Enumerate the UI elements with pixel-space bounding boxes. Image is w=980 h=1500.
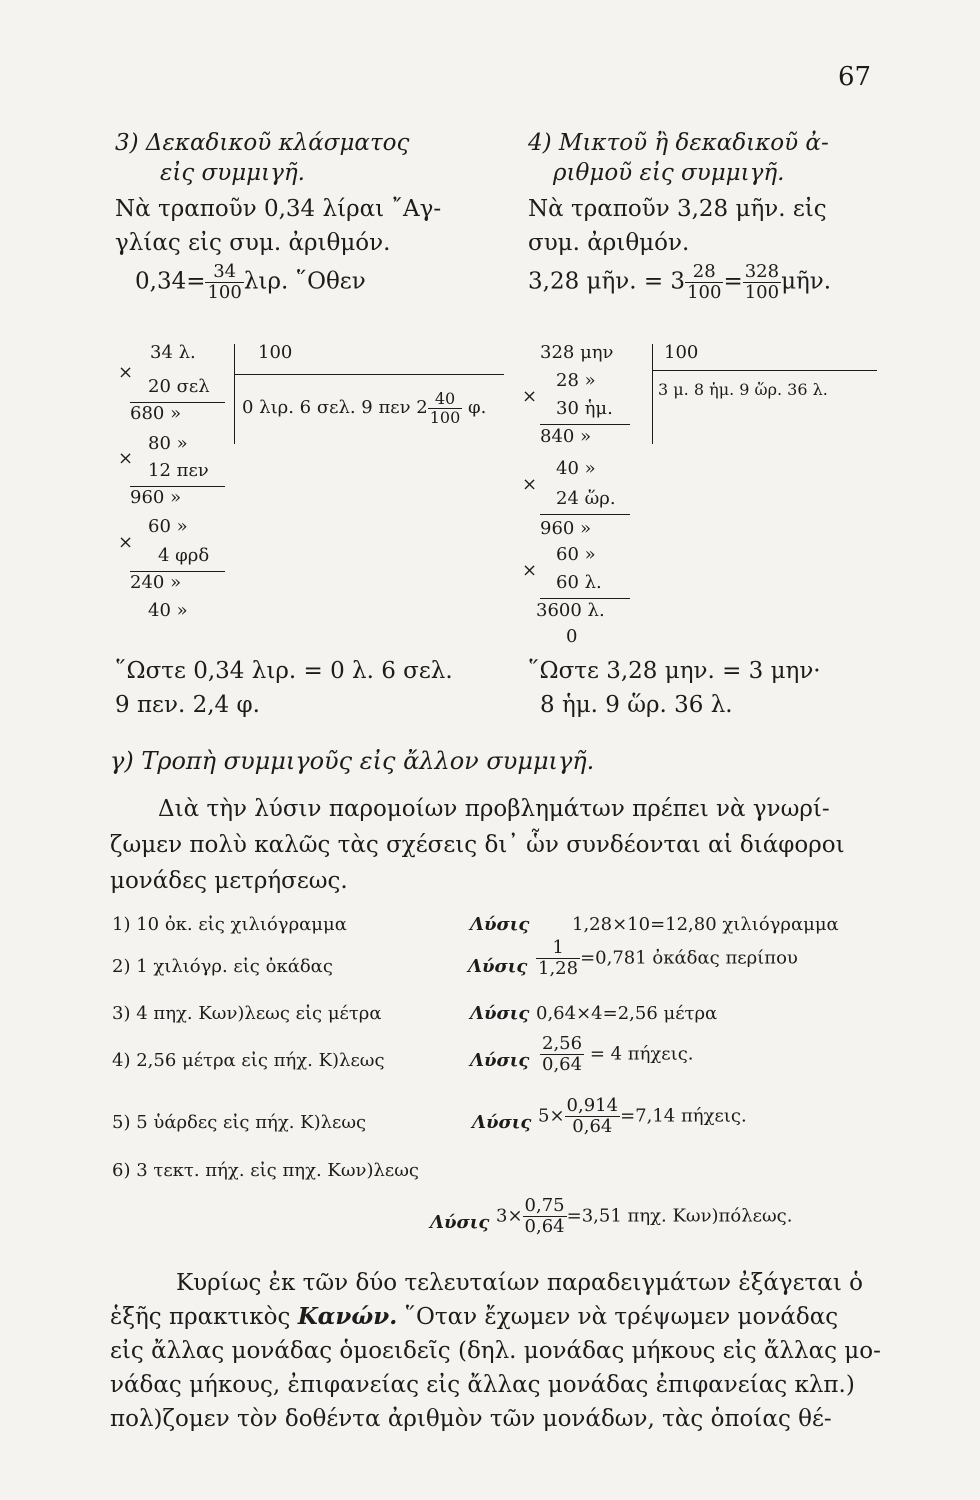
left-text-2: γλίας εἰς συμ. ἀριθμόν. [115,230,391,256]
calc-row: 328 μην [540,342,614,363]
intro-line-2: ζωμεν πολὺ καλῶς τὰς σχέσεις δι᾽ ὧν συνδέονται αἱ διάφοροι [110,832,845,858]
lysis-label: Λύσις [472,1112,532,1133]
lysis-label: Λύσις [468,956,528,977]
example-question: 1) 10 ὀκ. εἰς χιλιόγραμμα [112,914,347,935]
calc-row: 24 ὥρ. [556,488,616,509]
right-conclusion-2: 8 ἡμ. 9 ὥρ. 36 λ. [540,692,733,718]
example-answer: 3× $\frac{0,75}{0,64}$ =3,51 πηχ. Κων)πόλεως. [496,1195,793,1237]
intro-line-1: Διὰ τὴν λύσιν παρομοίων προβλημάτων πρέπει νὰ γνωρί- [158,796,830,822]
left-conclusion-1: ῞Ωστε 0,34 λιρ. = 0 λ. 6 σελ. [115,658,453,684]
divisor: 100 [664,342,699,363]
example-answer: $\frac{1}{1,28}$ =0,781 ὀκάδας περίπου [538,937,798,979]
calc-row: 960 » [130,487,182,508]
example-question: 6) 3 τεκτ. πήχ. εἰς πηχ. Κων)λεως [112,1160,420,1181]
calc-row: 0 [566,626,578,647]
eq-right: λιρ. ῞Οθεν [243,268,366,295]
calc-row: 60 λ. [556,572,602,593]
page-number: 67 [838,62,872,92]
left-conclusion-2: 9 πεν. 2,4 φ. [115,692,260,718]
calc-row: 4 φρδ [158,545,210,566]
final-line-1: Κυρίως ἐκ τῶν δύο τελευταίων παραδειγμάτων ἐξάγεται ὁ [176,1270,863,1296]
example-answer: $\frac{2,56}{0,64}$ = 4 πήχεις. [542,1033,694,1075]
times-sign: × [118,448,134,469]
times-sign: × [522,560,538,581]
example-question: 2) 1 χιλιόγρ. εἰς ὀκάδας [112,956,333,977]
final-line-2: ἑξῆς πρακτικὸς Κανών. ῞Οταν ἔχωμεν νὰ τρέψωμεν μονάδας [110,1303,839,1330]
right-title-1: 4) Μικτοῦ ἢ δεκαδικοῦ ἀ- [528,130,829,156]
calc-row: 28 » [556,370,596,391]
division-result: 3 μ. 8 ἡμ. 9 ὥρ. 36 λ. [658,380,828,399]
times-sign: × [118,362,134,383]
calc-row: 840 » [540,426,592,447]
calc-row: 80 » [148,433,188,454]
lysis-label: Λύσις [470,1050,530,1071]
division-result: 0 λιρ. 6 σελ. 9 πεν 2 $\frac{40}{100}$ φ. [242,389,487,427]
lysis-label: Λύσις [430,1212,490,1233]
calc-row: 30 ἡμ. [556,398,613,419]
example-question: 3) 4 πηχ. Κων)λεως εἰς μέτρα [112,1003,382,1024]
left-text-1: Νὰ τραποῦν 0,34 λίραι ῎Αγ- [115,196,442,222]
calc-row: 3600 λ. [536,600,605,621]
calc-row: 680 » [130,403,182,424]
right-text-1: Νὰ τραποῦν 3,28 μῆν. εἰς [528,196,827,222]
calc-row: 12 πεν [148,460,209,481]
right-conclusion-1: ῞Ωστε 3,28 μην. = 3 μην· [528,658,821,684]
calc-row: 20 σελ [148,376,210,397]
right-title-2: ριθμοῦ εἰς συμμιγῆ. [553,160,785,186]
lysis-label: Λύσις [470,914,530,935]
calc-row: 960 » [540,518,592,539]
calc-row: 60 » [148,516,188,537]
calc-row: 40 » [148,600,188,621]
lysis-label: Λύσις [470,1003,530,1024]
section-heading: γ) Τροπὴ συμμιγοῦς εἰς ἄλλον συμμιγῆ. [110,747,595,775]
example-answer: 5× $\frac{0,914}{0,64}$ =7,14 πήχεις. [538,1095,747,1137]
intro-line-3: μονάδες μετρήσεως. [110,868,348,894]
example-question: 4) 2,56 μέτρα εἰς πήχ. Κ)λεως [112,1050,385,1071]
eq-left: 0,34= [135,268,206,295]
final-line-4: νάδας μήκους, ἐπιφανείας εἰς ἄλλας μονάδας ἐπιφανείας κλπ.) [110,1372,855,1398]
final-line-5: πολ)ζομεν τὸν δοθέντα ἀριθμὸν τῶν μονάδων, τὰς ὁποίας θέ- [110,1406,832,1432]
example-answer: 0,64×4=2,56 μέτρα [536,1003,718,1024]
calc-row: 60 » [556,544,596,565]
calc-row: 40 » [556,458,596,479]
left-title-2: εἰς συμμιγῆ. [160,160,305,186]
calc-row: 240 » [130,572,182,593]
eq-fraction: $\frac{34}{100}$ [207,261,242,303]
left-title-1: 3) Δεκαδικοῦ κλάσματος [115,130,410,156]
calc-row: 34 λ. [150,342,196,363]
times-sign: × [522,386,538,407]
times-sign: × [118,532,134,553]
right-text-2: συμ. ἀριθμόν. [528,230,690,256]
final-line-3: εἰς ἄλλας μονάδας ὁμοειδεῖς (δηλ. μονάδας μήκους εἰς ἄλλας μο- [110,1338,881,1364]
example-answer: 1,28×10=12,80 χιλιόγραμμα [572,914,839,935]
left-equation [135,262,366,303]
right-equation: 3,28 μῆν. = 3 $\frac{28}{100}$ = $\frac{328}{100}$ μῆν. [528,261,832,303]
example-question: 5) 5 ὑάρδες εἰς πήχ. Κ)λεως [112,1112,367,1133]
divisor: 100 [258,342,293,363]
times-sign: × [522,474,538,495]
